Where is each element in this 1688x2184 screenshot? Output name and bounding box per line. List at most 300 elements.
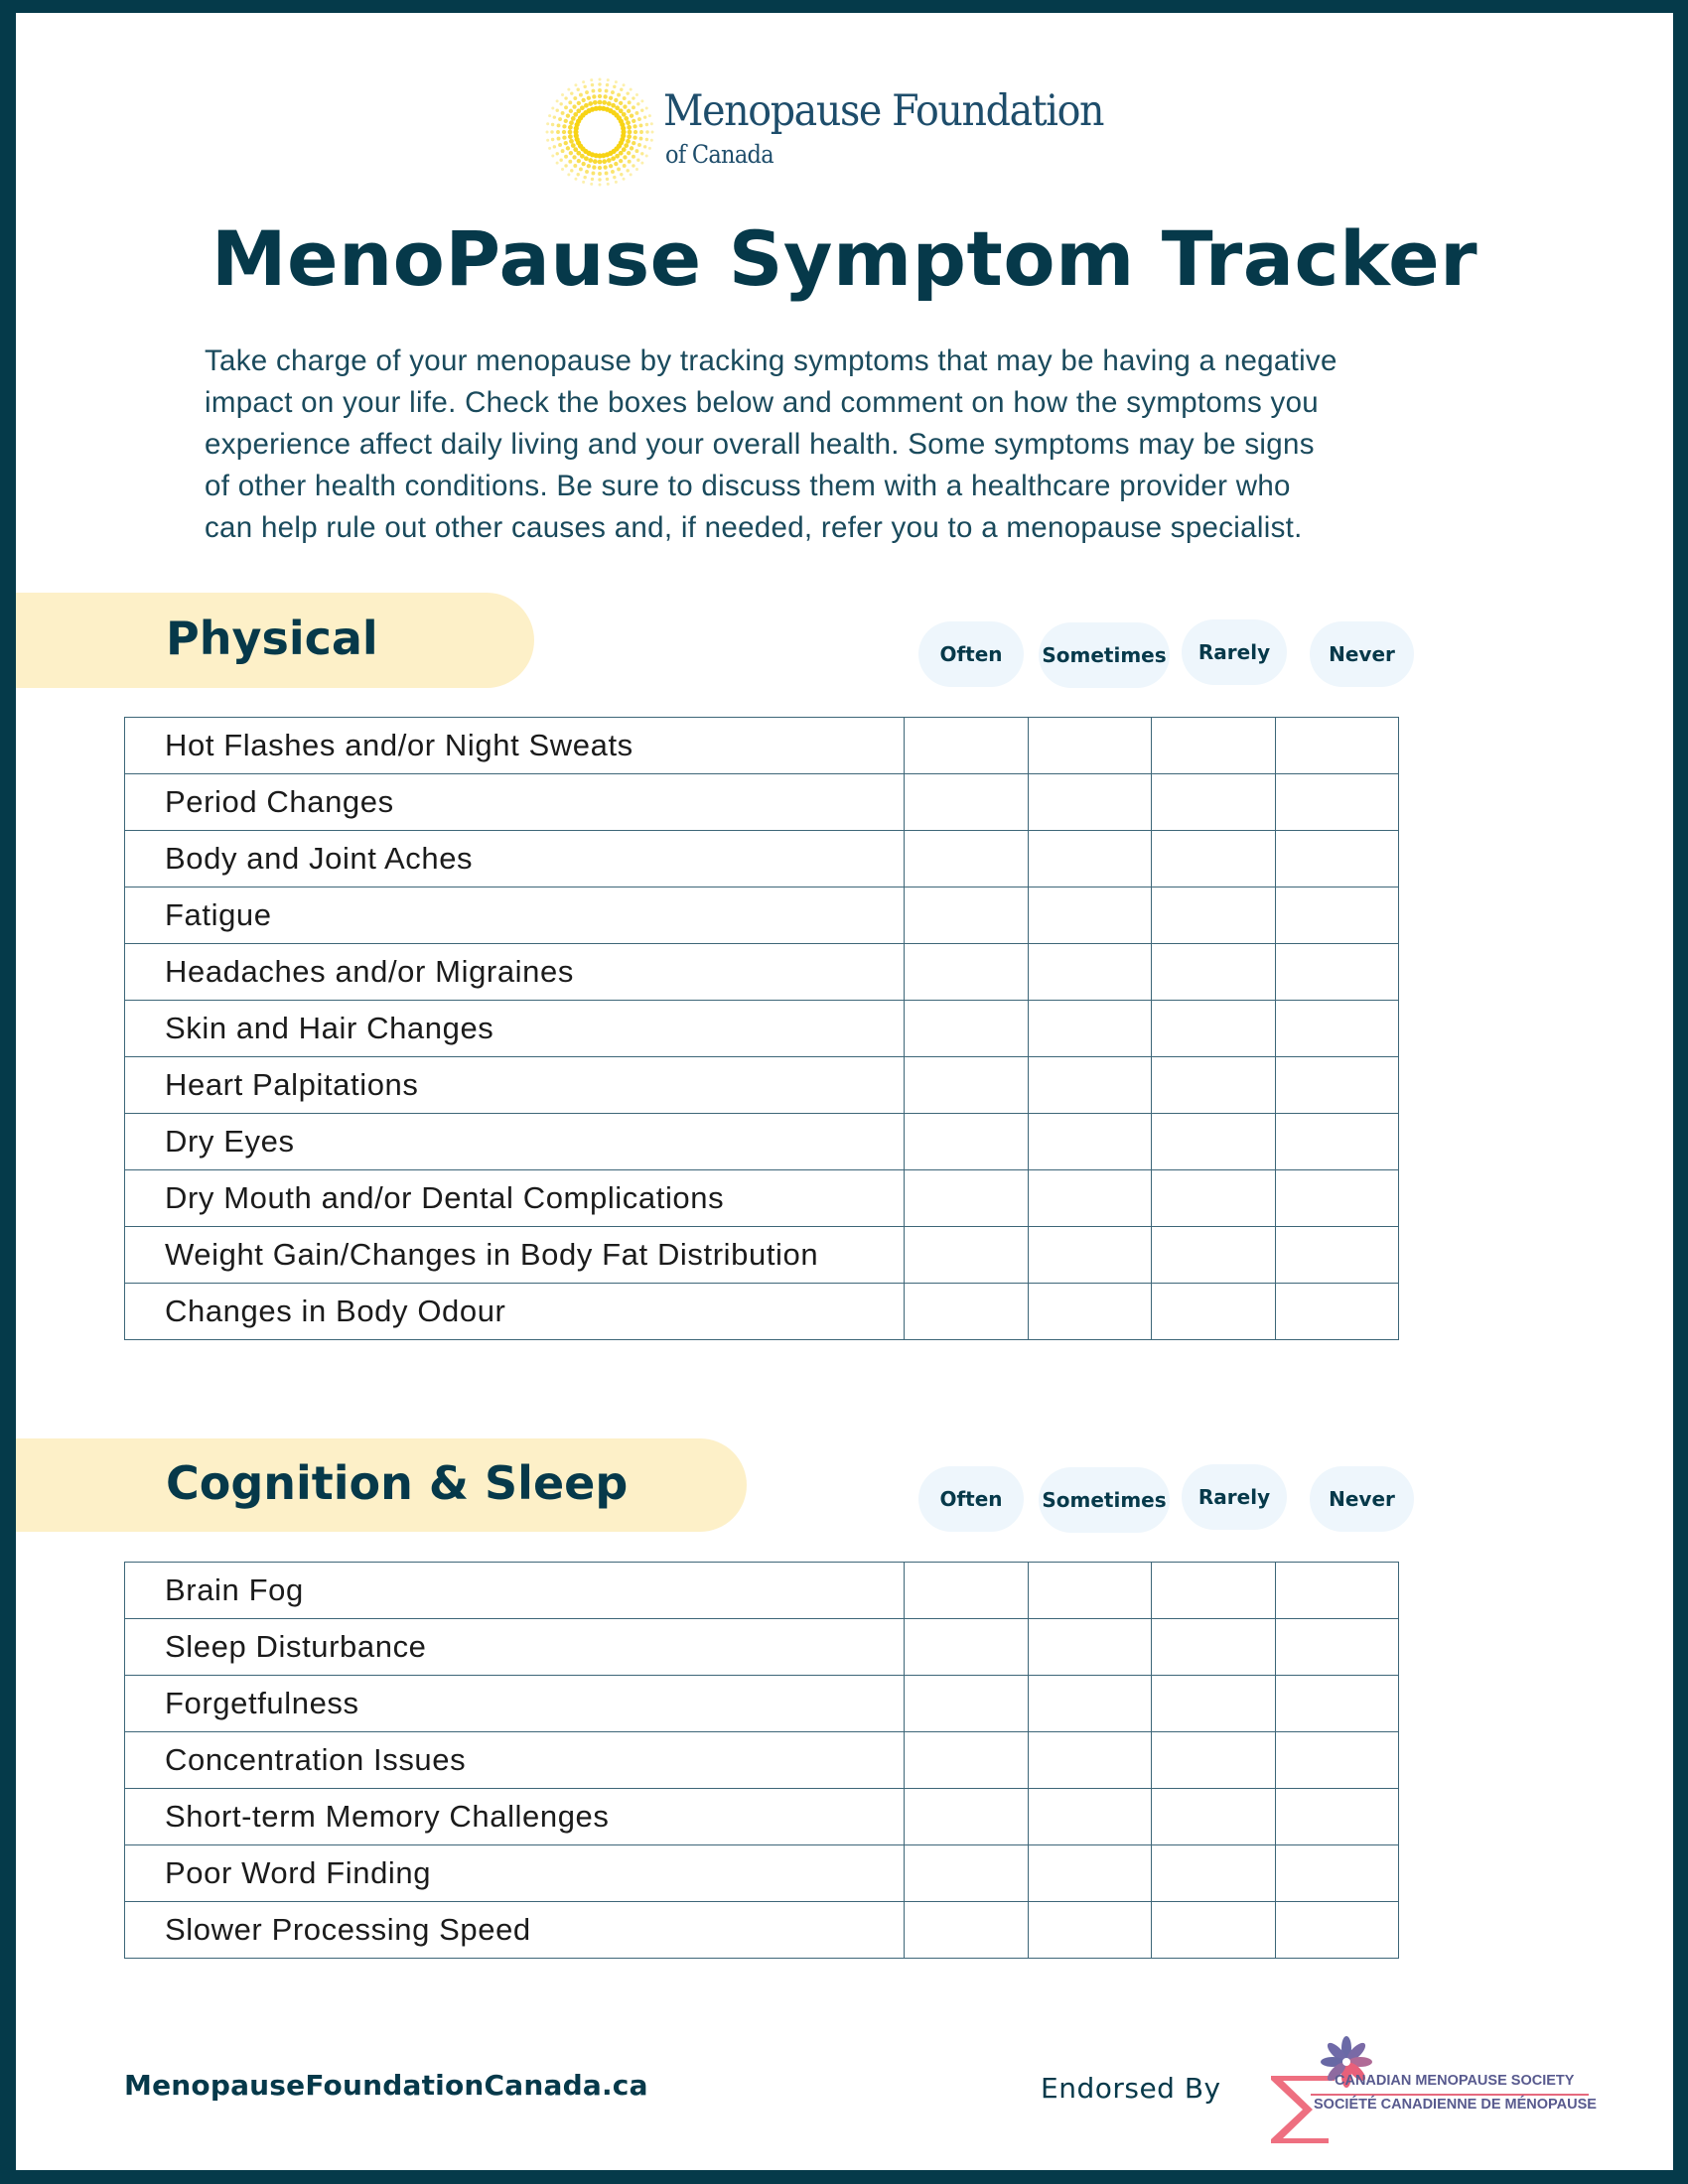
sun-dot: [615, 154, 620, 159]
symptom-label: Period Changes: [125, 774, 905, 831]
checkbox-often[interactable]: [905, 1284, 1028, 1340]
sun-dot: [643, 145, 646, 148]
sun-dot: [639, 123, 643, 127]
symptom-row: [125, 1057, 1399, 1114]
intro-line: of other health conditions. Be sure to discuss them with a healthcare provider who: [205, 470, 1291, 502]
symptom-label: Slower Processing Speed: [125, 1902, 905, 1959]
sun-dot: [640, 152, 643, 155]
checkbox-sometimes[interactable]: [1028, 1845, 1151, 1902]
symptom-row: [125, 774, 1399, 831]
sun-dot: [573, 164, 577, 168]
sun-dot: [632, 155, 635, 159]
checkbox-sometimes[interactable]: [1028, 1732, 1151, 1789]
sun-dot: [568, 125, 573, 130]
checkbox-sometimes[interactable]: [1028, 1227, 1151, 1284]
checkbox-rarely[interactable]: [1152, 1284, 1275, 1340]
sun-dot: [564, 96, 567, 99]
checkbox-often[interactable]: [905, 1902, 1028, 1959]
checkbox-sometimes[interactable]: [1028, 1902, 1151, 1959]
sun-dot: [576, 88, 579, 91]
sun-dot: [614, 98, 618, 102]
sun-dot: [579, 167, 583, 171]
sun-dot: [624, 143, 629, 148]
symptom-table-physical: [124, 717, 1399, 1340]
sun-dot: [626, 120, 631, 125]
checkbox-never[interactable]: [1275, 1563, 1398, 1619]
endorser-divider: [1311, 2094, 1589, 2096]
sun-dot: [619, 159, 623, 163]
sun-dot: [557, 137, 561, 141]
frequency-often-label: Often: [918, 1466, 1024, 1532]
logo-subname: of Canada: [665, 140, 774, 169]
sun-dot: [564, 164, 567, 167]
sun-dot: [606, 83, 609, 86]
frequency-rarely-label: Rarely: [1182, 619, 1287, 685]
intro-line: impact on your life. Check the boxes below and comment on how the symptoms you: [205, 386, 1320, 419]
sun-dot: [637, 143, 641, 147]
sun-dot: [559, 102, 562, 105]
sun-dot: [598, 100, 603, 105]
sun-dot: [558, 143, 562, 147]
sun-dot: [593, 100, 598, 105]
sun-dot: [561, 93, 564, 96]
symptom-label: Fatigue: [125, 887, 905, 944]
sun-dot: [553, 145, 556, 148]
sun-dot: [628, 100, 632, 104]
intro-line: Take charge of your menopause by tracking symptoms that may be having a negative: [205, 344, 1337, 377]
checkbox-sometimes[interactable]: [1028, 1563, 1151, 1619]
sun-dot: [626, 139, 631, 144]
sun-dot: [556, 162, 559, 165]
sun-dot: [634, 149, 638, 153]
sun-dot: [626, 91, 629, 94]
sun-dot: [574, 178, 577, 181]
sun-dot: [635, 168, 638, 171]
frequency-often-label: Often: [918, 621, 1024, 687]
sun-dots-icon: [544, 76, 655, 188]
sun-dot: [590, 78, 593, 81]
sun-dot: [599, 184, 602, 187]
intro-paragraph: [205, 341, 1535, 549]
sun-dot: [615, 80, 618, 83]
sun-dot: [605, 89, 609, 93]
sun-dot: [569, 139, 574, 144]
symptom-row: [125, 1732, 1399, 1789]
sun-dot: [623, 164, 627, 168]
symptom-label: Body and Joint Aches: [125, 831, 905, 887]
checkbox-never[interactable]: [1275, 1676, 1398, 1732]
checkbox-sometimes[interactable]: [1028, 944, 1151, 1001]
sun-dot: [613, 176, 616, 179]
sun-dot: [588, 158, 593, 163]
checkbox-rarely[interactable]: [1152, 718, 1275, 774]
checkbox-rarely[interactable]: [1152, 1676, 1275, 1732]
symptom-row: [125, 718, 1399, 774]
sun-dot: [598, 160, 603, 165]
page-title: MenoPause Symptom Tracker: [211, 214, 1478, 303]
sun-dot: [611, 156, 616, 161]
checkbox-never[interactable]: [1275, 1001, 1398, 1057]
sun-dot: [557, 123, 561, 127]
sun-dot: [583, 85, 586, 88]
sun-dot: [637, 117, 641, 121]
checkbox-rarely[interactable]: [1152, 1227, 1275, 1284]
sun-dot: [551, 138, 554, 141]
sun-dot: [623, 178, 626, 181]
sun-dot: [566, 146, 570, 150]
sigma-flower-icon: [1269, 2028, 1607, 2157]
checkbox-rarely[interactable]: [1152, 1170, 1275, 1227]
sun-dot: [630, 173, 633, 176]
symptom-label: Skin and Hair Changes: [125, 1001, 905, 1057]
sun-dot: [564, 119, 568, 123]
sun-dot: [592, 94, 596, 98]
logo-name: Menopause Foundation: [663, 86, 1104, 136]
sun-dot: [572, 155, 576, 159]
sun-dot: [568, 160, 572, 164]
frequency-sometimes-label: Sometimes: [1039, 622, 1170, 688]
sun-dot: [591, 172, 595, 176]
sun-dot: [598, 88, 602, 92]
sun-dot: [632, 96, 634, 99]
symptom-row: [125, 1563, 1399, 1619]
symptom-row: [125, 1676, 1399, 1732]
sun-dot: [568, 130, 573, 135]
sun-dot: [574, 83, 577, 86]
sun-dot: [630, 88, 633, 91]
checkbox-never[interactable]: [1275, 1227, 1398, 1284]
checkbox-rarely[interactable]: [1152, 1001, 1275, 1057]
checkbox-never[interactable]: [1275, 1114, 1398, 1170]
sun-dot: [609, 96, 613, 100]
checkbox-often[interactable]: [905, 1114, 1028, 1170]
checkbox-rarely[interactable]: [1152, 887, 1275, 944]
symptom-row: [125, 1170, 1399, 1227]
checkbox-sometimes[interactable]: [1028, 1789, 1151, 1845]
checkbox-often[interactable]: [905, 831, 1028, 887]
sun-dot: [571, 116, 576, 121]
checkbox-often[interactable]: [905, 887, 1028, 944]
sun-dot: [598, 94, 602, 98]
sun-dot: [607, 101, 612, 106]
symptom-row: [125, 1619, 1399, 1676]
checkbox-often[interactable]: [905, 1845, 1028, 1902]
symptom-label: Changes in Body Odour: [125, 1284, 905, 1340]
frequency-sometimes-label: Sometimes: [1039, 1467, 1170, 1533]
sun-dot: [645, 155, 648, 158]
symptom-label: Concentration Issues: [125, 1732, 905, 1789]
sun-dot: [640, 162, 643, 165]
sun-dot: [553, 115, 556, 118]
sun-dot: [570, 91, 573, 94]
checkbox-never[interactable]: [1275, 774, 1398, 831]
sun-dot: [556, 130, 560, 134]
checkbox-often[interactable]: [905, 774, 1028, 831]
checkbox-never[interactable]: [1275, 1789, 1398, 1845]
sun-dot: [626, 169, 629, 172]
sun-dot: [632, 119, 635, 123]
sun-dot: [617, 167, 621, 171]
sun-dot: [648, 147, 651, 150]
symptom-label: Brain Fog: [125, 1563, 905, 1619]
sun-dot: [561, 111, 565, 115]
sun-dot: [611, 170, 615, 174]
sun-dot: [546, 139, 549, 142]
checkbox-rarely[interactable]: [1152, 1563, 1275, 1619]
symptom-label: Dry Mouth and/or Dental Complications: [125, 1170, 905, 1227]
sun-dot: [591, 83, 594, 86]
sun-dot: [570, 169, 573, 172]
symptom-label: Weight Gain/Changes in Body Fat Distribution: [125, 1227, 905, 1284]
frequency-rarely-label: Rarely: [1182, 1464, 1287, 1530]
sun-dot: [633, 135, 636, 139]
sun-dot: [621, 126, 626, 131]
checkbox-often[interactable]: [905, 1732, 1028, 1789]
sun-dot: [546, 122, 549, 125]
intro-line: experience affect daily living and your overall health. Some symptoms may be signs: [205, 428, 1315, 461]
sun-dot: [561, 168, 564, 171]
sun-dot: [566, 114, 570, 118]
symptom-row: [125, 1902, 1399, 1959]
checkbox-often[interactable]: [905, 1619, 1028, 1676]
checkbox-rarely[interactable]: [1152, 1619, 1275, 1676]
section-heading: Physical: [166, 612, 378, 665]
endorser-name-en: CANADIAN MENOPAUSE SOCIETY: [1335, 2073, 1575, 2089]
sun-dot: [622, 112, 627, 117]
website-link[interactable]: MenopauseFoundationCanada.ca: [124, 2069, 648, 2102]
symptom-table-body: [125, 1563, 1399, 1959]
sun-dot: [550, 130, 553, 133]
sun-dot: [632, 105, 635, 109]
sun-dot: [609, 164, 613, 168]
checkbox-never[interactable]: [1275, 944, 1398, 1001]
symptom-label: Hot Flashes and/or Night Sweats: [125, 718, 905, 774]
sun-dot: [611, 90, 615, 94]
sun-dot: [598, 178, 601, 181]
sun-dot: [556, 99, 559, 102]
sun-dot: [599, 78, 602, 81]
symptom-row: [125, 831, 1399, 887]
symptom-label: Forgetfulness: [125, 1676, 905, 1732]
sun-dot: [632, 141, 635, 145]
sun-dot: [606, 178, 609, 181]
sun-dot: [611, 103, 616, 108]
checkbox-often[interactable]: [905, 1001, 1028, 1057]
sun-dot: [614, 162, 618, 166]
sun-dot: [582, 98, 586, 102]
sun-dot: [645, 130, 648, 133]
checkbox-rarely[interactable]: [1152, 1845, 1275, 1902]
sun-dot: [573, 96, 577, 100]
sun-dot: [651, 131, 654, 134]
sun-dot: [603, 165, 607, 169]
sun-dot: [564, 105, 568, 109]
checkbox-often[interactable]: [905, 944, 1028, 1001]
sun-dot: [579, 93, 583, 97]
sun-dot: [636, 158, 639, 161]
checkbox-rarely[interactable]: [1152, 1789, 1275, 1845]
section-heading: Cognition & Sleep: [166, 1456, 629, 1510]
sun-dot: [624, 116, 629, 121]
checkbox-often[interactable]: [905, 1676, 1028, 1732]
sun-dot: [619, 101, 623, 105]
symptom-label: Heart Palpitations: [125, 1057, 905, 1114]
sun-dot: [584, 103, 589, 108]
sun-dot: [620, 173, 623, 176]
sun-dot: [582, 80, 585, 83]
symptom-label: Headaches and/or Migraines: [125, 944, 905, 1001]
checkbox-often[interactable]: [905, 1227, 1028, 1284]
checkbox-sometimes[interactable]: [1028, 831, 1151, 887]
sun-dot: [584, 156, 589, 161]
sun-dot: [639, 130, 643, 134]
sun-dot: [598, 82, 601, 85]
checkbox-never[interactable]: [1275, 1170, 1398, 1227]
checkbox-never[interactable]: [1275, 1902, 1398, 1959]
sun-dot: [627, 151, 631, 155]
checkbox-rarely[interactable]: [1152, 1114, 1275, 1170]
sun-dot: [593, 159, 598, 164]
checkbox-sometimes[interactable]: [1028, 1170, 1151, 1227]
sun-dot: [585, 170, 589, 174]
sun-dot: [628, 160, 632, 164]
checkbox-sometimes[interactable]: [1028, 1619, 1151, 1676]
sun-dot: [562, 130, 566, 134]
sun-dot: [571, 143, 576, 148]
sun-dot: [559, 158, 562, 161]
sun-dot: [650, 122, 653, 125]
sun-dot: [636, 102, 639, 105]
checkbox-often[interactable]: [905, 1170, 1028, 1227]
checkbox-rarely[interactable]: [1152, 944, 1275, 1001]
sun-dot: [607, 158, 612, 163]
sun-dot: [639, 137, 643, 141]
sun-dot: [628, 130, 633, 135]
sun-dot: [548, 147, 551, 150]
checkbox-never[interactable]: [1275, 1845, 1398, 1902]
sun-dot: [572, 104, 576, 108]
frequency-never-label: Never: [1310, 621, 1414, 687]
checkbox-often[interactable]: [905, 1057, 1028, 1114]
sun-dot: [605, 172, 609, 176]
checkbox-never[interactable]: [1275, 1284, 1398, 1340]
checkbox-often[interactable]: [905, 1789, 1028, 1845]
sun-dot: [632, 164, 634, 167]
sun-dot: [569, 109, 573, 113]
sun-dot: [576, 173, 579, 176]
checkbox-sometimes[interactable]: [1028, 718, 1151, 774]
sun-dot: [564, 155, 568, 159]
checkbox-rarely[interactable]: [1152, 1902, 1275, 1959]
symptom-row: [125, 1845, 1399, 1902]
sun-dot: [587, 164, 591, 168]
sun-dot: [645, 138, 648, 141]
sun-dot: [577, 101, 581, 105]
sun-dot: [602, 100, 607, 105]
sun-dot: [562, 124, 566, 128]
sun-dot: [577, 159, 581, 163]
sun-dot: [645, 123, 648, 126]
sun-dot: [569, 120, 574, 125]
sun-dot: [634, 111, 638, 115]
sun-dot: [603, 94, 607, 98]
checkbox-often[interactable]: [905, 1563, 1028, 1619]
sun-dot: [645, 106, 648, 109]
sun-dot: [648, 114, 651, 117]
checkbox-sometimes[interactable]: [1028, 1284, 1151, 1340]
symptom-row: [125, 944, 1399, 1001]
symptom-table-body: [125, 718, 1399, 1340]
sun-dot: [623, 155, 627, 159]
tracker-page: [16, 13, 1673, 2170]
checkbox-never[interactable]: [1275, 887, 1398, 944]
sun-dot: [582, 181, 585, 184]
sun-dot: [573, 147, 578, 152]
sun-dot: [643, 115, 646, 118]
sun-dot: [607, 183, 610, 186]
symptom-label: Sleep Disturbance: [125, 1619, 905, 1676]
checkbox-rarely[interactable]: [1152, 1057, 1275, 1114]
symptom-label: Short-term Memory Challenges: [125, 1789, 905, 1845]
checkbox-rarely[interactable]: [1152, 1732, 1275, 1789]
checkbox-never[interactable]: [1275, 1732, 1398, 1789]
checkbox-never[interactable]: [1275, 831, 1398, 887]
sun-dot: [617, 93, 621, 97]
sun-dot: [598, 172, 602, 176]
sun-dot: [623, 104, 627, 108]
sun-dot: [640, 108, 643, 111]
endorsed-by-label: Endorsed By: [1041, 2072, 1221, 2105]
sun-dot: [561, 149, 565, 153]
symptom-table-cognition-sleep: [124, 1562, 1399, 1959]
sun-dot: [569, 151, 573, 155]
sun-dot: [615, 181, 618, 184]
sun-dot: [640, 99, 643, 102]
checkbox-sometimes[interactable]: [1028, 1001, 1151, 1057]
checkbox-never[interactable]: [1275, 718, 1398, 774]
sun-dot: [591, 89, 595, 93]
sun-dot: [623, 96, 627, 100]
sun-dot: [635, 93, 638, 96]
sun-dot: [585, 90, 589, 94]
sun-dot: [592, 165, 596, 169]
checkbox-sometimes[interactable]: [1028, 887, 1151, 944]
checkbox-never[interactable]: [1275, 1057, 1398, 1114]
checkbox-sometimes[interactable]: [1028, 1676, 1151, 1732]
checkbox-often[interactable]: [905, 718, 1028, 774]
checkbox-sometimes[interactable]: [1028, 774, 1151, 831]
sun-dot: [556, 108, 559, 111]
checkbox-rarely[interactable]: [1152, 774, 1275, 831]
sun-dot: [551, 106, 554, 109]
sun-dot: [598, 166, 602, 170]
sun-dot: [567, 88, 570, 91]
symptom-label: Poor Word Finding: [125, 1845, 905, 1902]
intro-line: can help rule out other causes and, if needed, refer you to a menopause specialist.: [205, 511, 1303, 544]
sun-dot: [564, 141, 568, 145]
checkbox-sometimes[interactable]: [1028, 1114, 1151, 1170]
sun-dot: [633, 124, 636, 128]
checkbox-never[interactable]: [1275, 1619, 1398, 1676]
sun-dot: [582, 162, 586, 166]
sun-dot: [558, 117, 562, 121]
checkbox-rarely[interactable]: [1152, 831, 1275, 887]
sun-dot: [627, 109, 631, 113]
sun-dot: [580, 105, 585, 110]
checkbox-sometimes[interactable]: [1028, 1057, 1151, 1114]
sun-dot: [630, 114, 633, 118]
sun-dot: [623, 83, 626, 86]
